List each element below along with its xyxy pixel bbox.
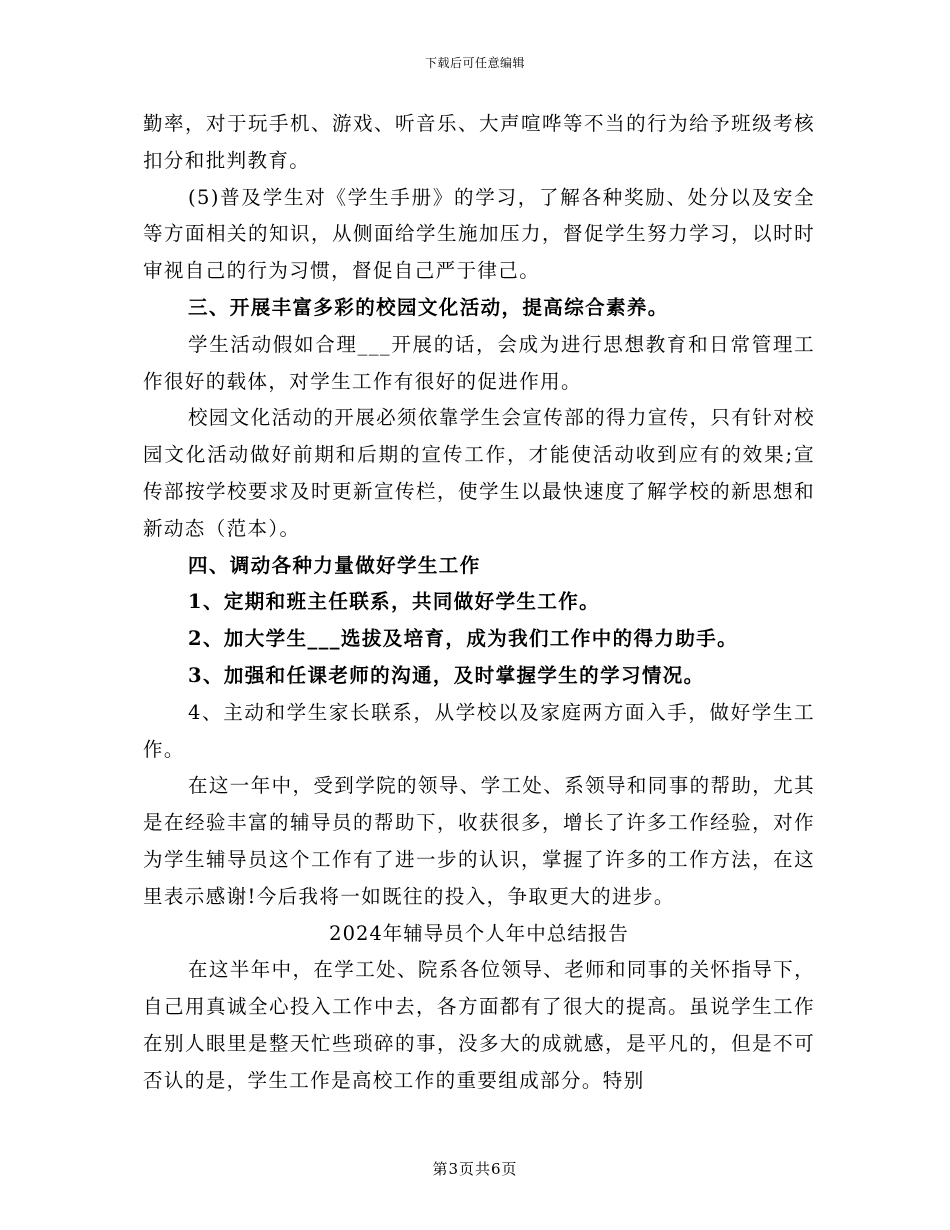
page-footer: 第3页共6页	[432, 1160, 518, 1178]
paragraph-report-intro: 在这半年中，在学工处、院系各位领导、老师和同事的关怀指导下，自己用真诚全心投入工作中去，各方面都有了很大的提高。虽说学生工作在别人眼里是整天忙些琐碎的事，没多大的成就感，是平凡的，但是不可否认的是，学生工作是高校工作的重要组成部分。特别	[143, 958, 816, 1092]
list-item-2: 2、加大学生___选拔及培育，成为我们工作中的得力助手。	[188, 627, 739, 651]
section-heading-4: 四、调动各种力量做好学生工作	[188, 553, 481, 577]
paragraph-2: (5)普及学生对《学生手册》的学习，了解各种奖励、处分以及安全等方面相关的知识，从侧面给学生施加压力，督促学生努力学习，以时时审视自己的行为习惯，督促自己严于律己。	[143, 185, 815, 283]
list-item-3: 3、加强和任课老师的沟通，及时掌握学生的学习情况。	[188, 663, 705, 687]
document-body	[143, 106, 815, 1100]
paragraph-closing: 在这一年中，受到学院的领导、学工处、系领导和同事的帮助，尤其是在经验丰富的辅导员的帮助下，收获很多，增长了许多工作经验，对作为学生辅导员这个工作有了进一步的认识，掌握了许多的工作方法，在这里表示感谢!今后我将一如既往的投入，争取更大的进步。	[143, 774, 816, 908]
report-title: 2024年辅导员个人年中总结报告	[329, 921, 629, 945]
paragraph-1: 勤率，对于玩手机、游戏、听音乐、大声喧哗等不当的行为给予班级考核扣分和批判教育。	[143, 112, 815, 172]
list-item-1: 1、定期和班主任联系，共同做好学生工作。	[188, 590, 601, 614]
page-header: 下载后可任意编辑	[424, 56, 525, 70]
section-heading-3: 三、开展丰富多彩的校园文化活动，提高综合素养。	[188, 295, 669, 319]
paragraph-4: 学生活动假如合理___开展的话，会成为进行思想教育和日常管理工作很好的载体，对学生工作有很好的促进作用。	[143, 332, 815, 393]
paragraph-5: 校园文化活动的开展必须依靠学生会宣传部的得力宣传，只有针对校园文化活动做好前期和后期的宣传工作，才能使活动收到应有的效果;宣传部按学校要求及时更新宣传栏，使学生以最快速度了解学校的新思想和新动态（范本）。	[143, 406, 816, 540]
list-item-4: 4、主动和学生家长联系，从学校以及家庭两方面入手，做好学生工作。	[143, 700, 815, 761]
